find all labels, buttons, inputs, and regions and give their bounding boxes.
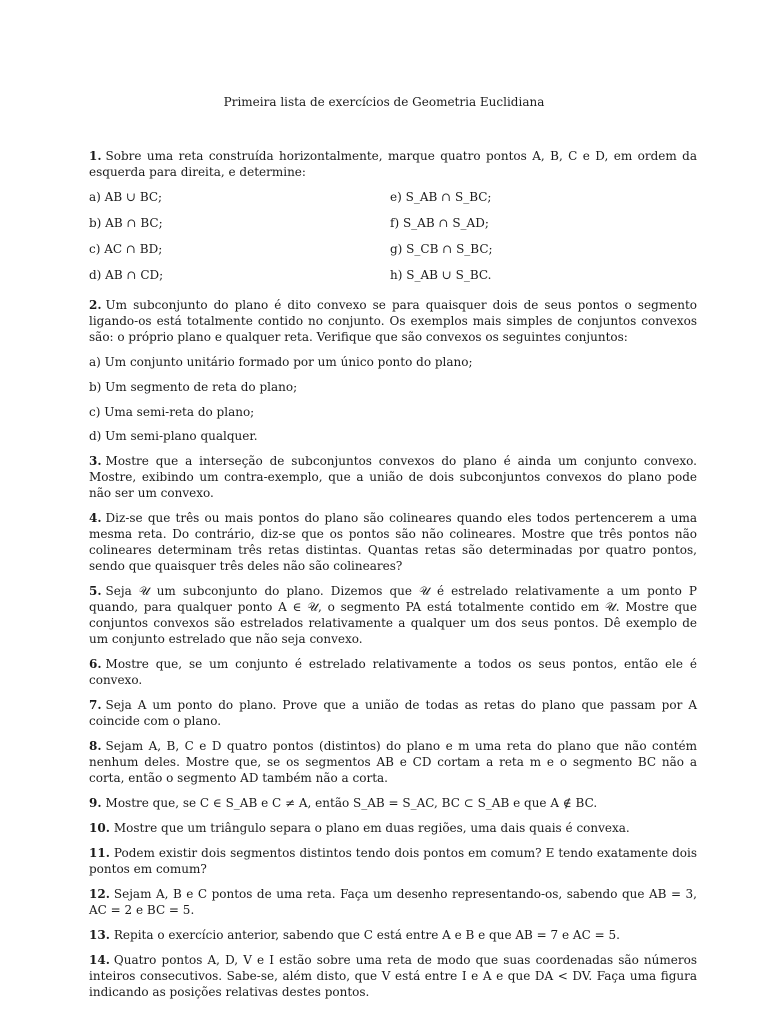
problem-number: 13. — [89, 928, 110, 943]
item-c: c) Uma semi-reta do plano; — [89, 404, 255, 419]
problem-number: 1. — [89, 149, 102, 163]
problem-text: Um subconjunto do plano é dito convexo se para quaisquer dois de seus pontos o segmento ligando-os está totalmente contido no conjunto. Os exemplos mais simples de conjuntos convexos são: o próprio plano e qualquer reta. Verifique que são convexos os seguintes conjuntos: — [89, 298, 697, 344]
problem-text: Mostre que, se C ∈ S_AB e C ≠ A, então S_AB = S_AC, BC ⊂ S_AB e que A ∉ BC. — [105, 796, 598, 811]
item-e: e) S_AB ∩ S_BC; — [390, 190, 492, 204]
problem-text: Quatro pontos A, D, V e I estão sobre uma reta de modo que suas coordenadas são números inteiros consecutivos. Sabe-se, além disto, que V está entre I e A e que DA < DV. Faça uma figura indicando as posições relativas destes pontos. — [89, 953, 697, 1000]
problem-text: Seja 𝒰 um subconjunto do plano. Dizemos que 𝒰 é estrelado relativamente a um ponto P quando, para qualquer ponto A ∈ 𝒰, o segmento PA está totalmente contido em 𝒰. Mostre que conjuntos convexos são estrelados relativamente a qualquer um dos seus pontos. Dê exemplo de um conjunto estrelado que não seja convexo. — [89, 584, 697, 647]
item-d: d) Um semi-plano qualquer. — [89, 429, 258, 444]
item-b: b) AB ∩ BC; — [89, 216, 163, 230]
problem-7 — [89, 697, 697, 729]
problem-number: 5. — [89, 584, 102, 599]
document-title: Primeira lista de exercícios de Geometria Euclidiana — [223, 95, 545, 109]
problem-10 — [89, 820, 697, 836]
problem-9 — [89, 795, 697, 811]
problem-3 — [89, 453, 697, 501]
problem-number: 7. — [89, 698, 102, 713]
problem-text: Mostre que a interseção de subconjuntos convexos do plano é ainda um conjunto convexo. Mostre, exibindo um contra-exemplo, que a união de dois subconjuntos convexos do plano pode não ser um convexo. — [89, 454, 697, 501]
problem-text: Podem existir dois segmentos distintos tendo dois pontos em comum? E tendo exatamente dois pontos em comum? — [89, 846, 697, 877]
problem-number: 6. — [89, 657, 102, 672]
problem-2 — [89, 297, 697, 345]
problem-number: 14. — [89, 953, 110, 968]
problem-number: 2. — [89, 298, 102, 312]
problem-14 — [89, 952, 697, 1000]
problem-11 — [89, 845, 697, 877]
problem-list — [89, 148, 697, 1009]
item-a: a) Um conjunto unitário formado por um único ponto do plano; — [89, 355, 473, 369]
item-b: b) Um segmento de reta do plano; — [89, 379, 298, 394]
problem-text: Sobre uma reta construída horizontalmente, marque quatro pontos A, B, C e D, em ordem da esquerda para direita, e determine: — [89, 149, 697, 179]
item-c: c) AC ∩ BD; — [89, 242, 163, 256]
item-h: h) S_AB ∪ S_BC. — [390, 268, 492, 282]
problem-number: 9. — [89, 796, 102, 811]
item-a: a) AB ∪ BC; — [89, 190, 163, 204]
problem-12 — [89, 886, 697, 918]
problem-1-items — [89, 189, 697, 283]
problem-number: 3. — [89, 454, 102, 469]
item-g: g) S_CB ∩ S_BC; — [390, 242, 493, 256]
problem-text: Sejam A, B, C e D quatro pontos (distintos) do plano e m uma reta do plano que não contém nenhum deles. Mostre que, se os segmentos AB e CD cortam a reta m e o segmento BC não a corta, então o segmento AD também não a corta. — [89, 739, 697, 786]
problem-number: 11. — [89, 846, 110, 861]
problem-1 — [89, 148, 697, 180]
problem-number: 4. — [89, 511, 102, 526]
item-d: d) AB ∩ CD; — [89, 268, 164, 282]
problem-text: Mostre que, se um conjunto é estrelado relativamente a todos os seus pontos, então ele é convexo. — [89, 657, 697, 688]
problem-6 — [89, 656, 697, 688]
problem-number: 12. — [89, 887, 110, 902]
problem-text: Mostre que um triângulo separa o plano em duas regiões, uma dais quais é convexa. — [113, 821, 630, 836]
problem-5 — [89, 583, 697, 647]
problem-8 — [89, 738, 697, 786]
problem-13 — [89, 927, 697, 943]
problem-text: Seja A um ponto do plano. Prove que a união de todas as retas do plano que passam por A coincide com o plano. — [89, 698, 697, 729]
problem-number: 10. — [89, 821, 110, 836]
problem-text: Diz-se que três ou mais pontos do plano são colineares quando eles todos pertencerem a uma mesma reta. Do contrário, diz-se que os pontos são não colineares. Mostre que três pontos não colineares determinam três retas distintas. Quantas retas são determinadas por quatro pontos, sendo que quaisquer três deles não são colineares? — [89, 511, 697, 574]
problem-text: Sejam A, B e C pontos de uma reta. Faça um desenho representando-os, sabendo que AB = 3, AC = 2 e BC = 5. — [89, 887, 697, 918]
problem-text: Repita o exercício anterior, sabendo que C está entre A e B e que AB = 7 e AC = 5. — [113, 928, 620, 943]
item-f: f) S_AB ∩ S_AD; — [390, 216, 489, 230]
problem-2-items — [89, 354, 697, 444]
problem-4 — [89, 510, 697, 574]
problem-number: 8. — [89, 739, 102, 754]
